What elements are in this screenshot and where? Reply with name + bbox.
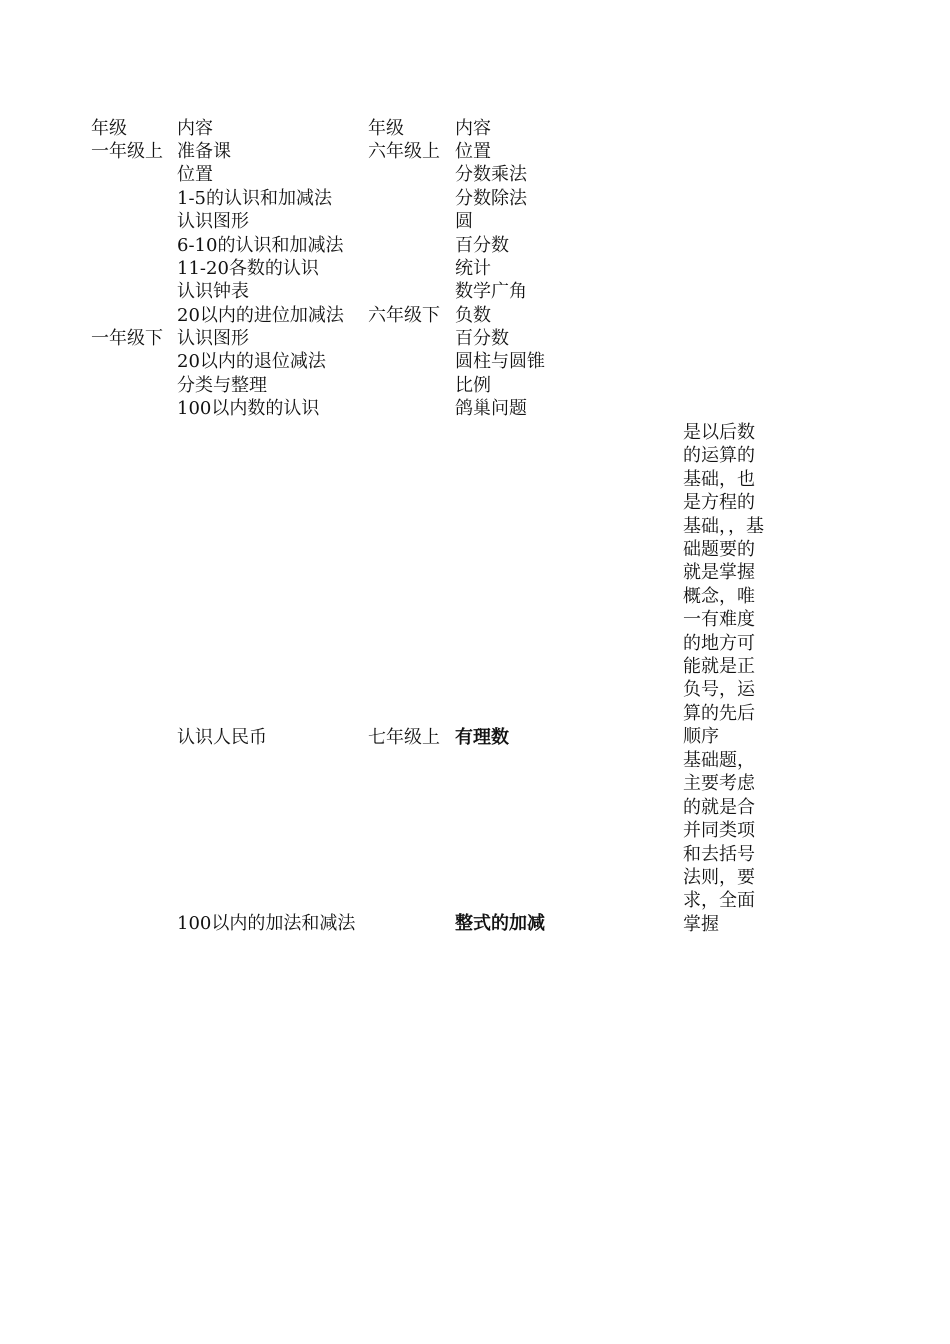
grade-header-left: 年级 <box>91 118 127 139</box>
grade-6-upper: 六年级上 <box>368 141 440 162</box>
left-content-item: 100以内数的认识 <box>177 398 320 419</box>
left-content-item: 11-20各数的认识 <box>177 258 319 279</box>
left-content-item: 认识图形 <box>177 211 249 232</box>
right-content-item: 圆柱与圆锥 <box>455 351 545 372</box>
left-content-item: 认识图形 <box>177 328 249 349</box>
left-content-item: 位置 <box>177 164 213 185</box>
right-content-item: 统计 <box>455 258 491 279</box>
content-header-right: 内容 <box>455 118 491 139</box>
grade-1-upper: 一年级上 <box>91 141 163 162</box>
left-content-item: 认识钟表 <box>177 281 249 302</box>
left-content-item: 认识人民币 <box>177 727 267 748</box>
right-content-item: 位置 <box>455 141 491 162</box>
left-content-item: 100以内的加法和减法 <box>177 913 356 934</box>
right-content-item: 分数乘法 <box>455 164 527 185</box>
grade-7-upper: 七年级上 <box>368 727 440 748</box>
right-content-item: 百分数 <box>455 328 509 349</box>
right-content-item: 百分数 <box>455 235 509 256</box>
grade-header-right: 年级 <box>368 118 404 139</box>
right-content-item: 比例 <box>455 375 491 396</box>
right-content-item: 鸽巢问题 <box>455 398 527 419</box>
right-content-item: 数学广角 <box>455 281 527 302</box>
right-content-item: 分数除法 <box>455 188 527 209</box>
grade-1-lower: 一年级下 <box>91 328 163 349</box>
content-header-left: 内容 <box>177 118 213 139</box>
left-content-item: 1-5的认识和加减法 <box>177 188 332 209</box>
left-content-item: 20以内的退位减法 <box>177 351 326 372</box>
grade-6-lower: 六年级下 <box>368 305 440 326</box>
left-content-item: 分类与整理 <box>177 375 267 396</box>
left-content-item: 20以内的进位加减法 <box>177 305 344 326</box>
right-content-item: 负数 <box>455 305 491 326</box>
right-content-item-bold: 整式的加减 <box>455 913 545 934</box>
left-content-item: 准备课 <box>177 141 231 162</box>
note-rational-numbers: 是以后数的运算的基础，也是方程的基础，，基础题要的就是掌握概念，唯一有难度的地方可能就是正负号，运算的先后顺序 <box>683 422 764 748</box>
right-content-item-bold: 有理数 <box>455 727 509 748</box>
note-polynomials: 基础题，主要考虑的就是合并同类项和去括号法则，要求，全面掌握 <box>683 750 755 935</box>
left-content-item: 6-10的认识和加减法 <box>177 235 344 256</box>
right-content-item: 圆 <box>455 211 473 232</box>
